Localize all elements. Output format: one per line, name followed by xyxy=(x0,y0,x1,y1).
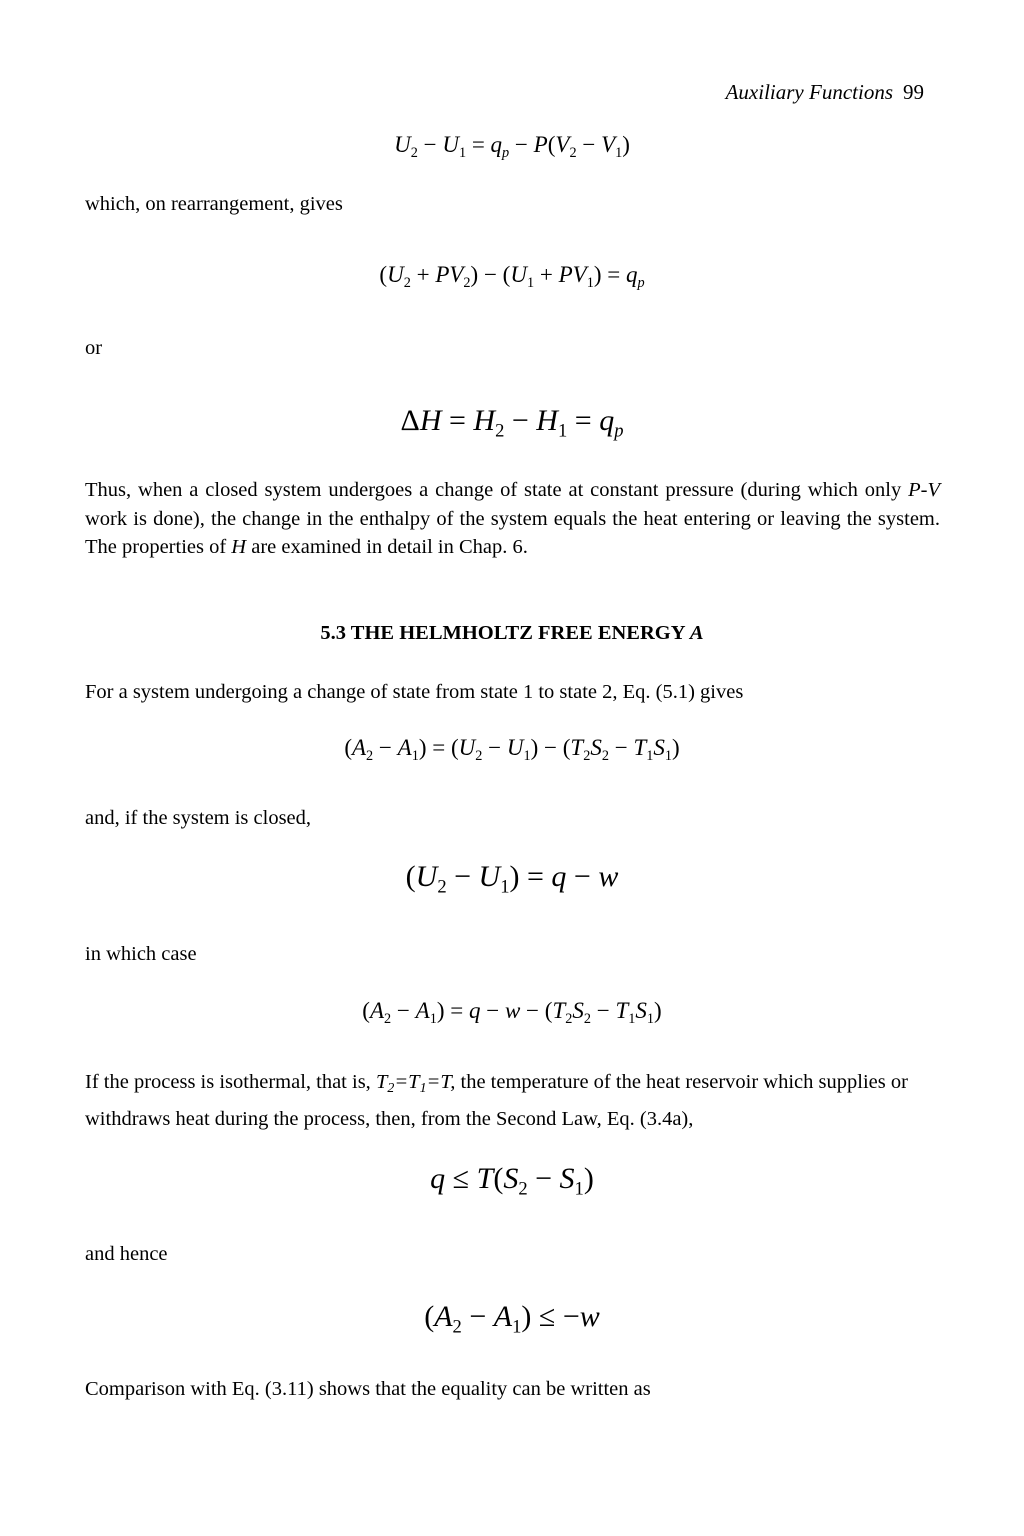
page-number: 99 xyxy=(903,80,924,104)
paragraph-or: or xyxy=(85,337,103,359)
paragraph-which-case: in which case xyxy=(85,943,197,965)
section-heading-symbol: A xyxy=(689,622,704,644)
paragraph-change-of-state: For a system undergoing a change of state from state 1 to state 2, Eq. (5.1) gives xyxy=(85,681,744,703)
equation-8: $(A_2 - A_1) \le -w$ xyxy=(424,1300,600,1338)
paragraph-rearrangement: which, on rearrangement, gives xyxy=(85,193,343,215)
equation-5: $(U_2 - U_1) = q - w$ xyxy=(405,860,619,898)
paragraph-enthalpy-part-3: are examined in detail in Chap. 6. xyxy=(246,536,528,558)
paragraph-comparison: Comparison with Eq. (3.11) shows that the equality can be written as xyxy=(85,1378,651,1400)
paragraph-enthalpy-part-2: work is done), the change in the enthalpy of the system equals the heat entering or leaving the system. The properties of xyxy=(85,507,940,558)
paragraph-and-hence: and hence xyxy=(85,1243,168,1265)
paragraph-enthalpy xyxy=(85,476,940,562)
section-heading xyxy=(0,622,1024,645)
equation-6: $(A_2 - A_1) = q - w - (T_2S_2 - T_1S_1)$ xyxy=(362,998,662,1027)
equation-2: $(U_2 + PV_2) - (U_1 + PV_1) = q_p$ xyxy=(379,262,645,291)
page-header xyxy=(726,80,924,105)
isothermal-math: $T_2=T_1=T$, xyxy=(375,1071,456,1097)
paragraph-closed-system: and, if the system is closed, xyxy=(85,807,312,829)
h-symbol: H xyxy=(231,536,247,558)
paragraph-isothermal-part-1: If the process is isothermal, that is, xyxy=(85,1071,376,1093)
equation-1: $U_2 - U_1 = q_p - P(V_2 - V_1)$ xyxy=(394,132,630,161)
running-title: Auxiliary Functions xyxy=(725,80,893,104)
paragraph-isothermal xyxy=(85,1064,940,1138)
pv-symbol: P-V xyxy=(908,479,940,501)
equation-3: $\Delta H = H_2 - H_1 = q_p$ xyxy=(400,404,624,442)
section-heading-text: 5.3 THE HELMHOLTZ FREE ENERGY xyxy=(320,622,685,644)
paragraph-isothermal-part-2: the temperature of the heat reservoir which supplies or withdraws heat during the process, then, from the Second Law, Eq. (3.4a), xyxy=(85,1071,908,1130)
equation-7: $q \le T(S_2 - S_1)$ xyxy=(430,1162,594,1200)
equation-4: $(A_2 - A_1) = (U_2 - U_1) - (T_2S_2 - T_1S_1)$ xyxy=(344,735,680,764)
paragraph-enthalpy-part-1: Thus, when a closed system undergoes a change of state at constant pressure (during which only xyxy=(85,479,909,501)
